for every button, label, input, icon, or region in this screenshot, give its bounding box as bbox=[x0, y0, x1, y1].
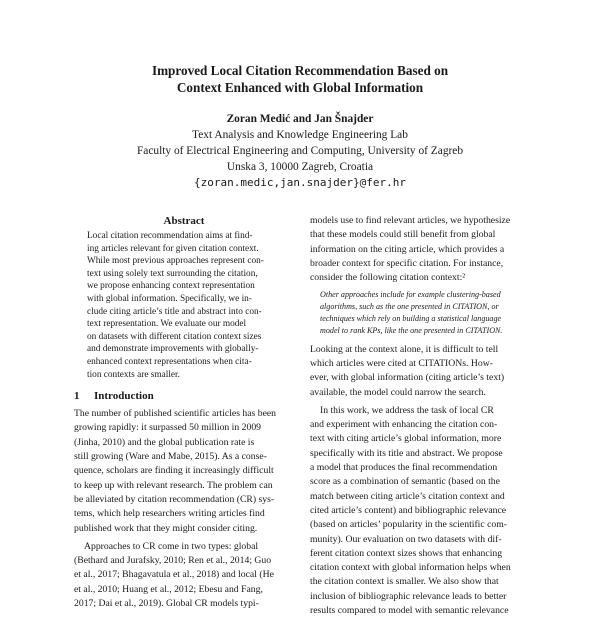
right-paragraph-3 bbox=[310, 404, 534, 618]
body-line: quence, scholars are finding it increasingly difficult bbox=[74, 465, 274, 477]
body-line: ever, with global information (citing article’s text) bbox=[310, 372, 505, 384]
quote-line: techniques which rely on building a statistical language bbox=[320, 314, 502, 324]
body-line: models use to find relevant articles, we hypothesize bbox=[310, 215, 511, 226]
body-line: available, the model could narrow the search. bbox=[310, 386, 486, 398]
body-line: Approaches to CR come in two types: global bbox=[84, 540, 259, 552]
body-line: et al., 2010; Huang et al., 2012; Ebesu and Fang, bbox=[74, 583, 263, 595]
citation-context-quote bbox=[310, 289, 534, 336]
body-line: broader context for specific citation. For instance, bbox=[310, 257, 504, 269]
body-line: tems, which help researchers writing articles find bbox=[74, 508, 265, 520]
abstract-line: text representation. We evaluate our model bbox=[87, 319, 247, 330]
author-names: Zoran Medić and Jan Šnajder bbox=[226, 113, 374, 125]
body-line: Looking at the context alone, it is difficult to tell bbox=[310, 343, 499, 355]
affiliation-line: Text Analysis and Knowledge Engineering Lab bbox=[192, 129, 408, 141]
paper-title bbox=[0, 62, 600, 96]
body-line: results compared to model with semantic relevance bbox=[310, 605, 509, 617]
body-line: consider the following citation context:² bbox=[310, 272, 466, 284]
body-line: specifically with its title and abstract. We propose bbox=[310, 447, 503, 459]
right-column bbox=[310, 214, 534, 617]
title-line: Improved Local Citation Recommendation Based on bbox=[151, 63, 449, 78]
body-line: a model that produces the final recommendation bbox=[310, 462, 498, 474]
body-line: munity). Our evaluation on two datasets with dif- bbox=[310, 533, 502, 545]
abstract-line: tion contexts are smaller. bbox=[87, 369, 180, 380]
section-number: 1 bbox=[74, 390, 80, 403]
abstract-line: on datasets with different citation context sizes bbox=[87, 331, 262, 342]
body-line: still growing (Ware and Mabe, 2015). As a conse- bbox=[74, 451, 267, 463]
left-column bbox=[74, 214, 294, 609]
abstract-line: Local citation recommendation aims at find- bbox=[87, 231, 253, 241]
abstract-line: While most previous approaches represent con- bbox=[87, 256, 264, 267]
body-line: (Jinha, 2010) and the global publication rate is bbox=[74, 436, 255, 448]
abstract-line: text using solely text surrounding the citation, bbox=[87, 268, 258, 279]
quote-line: Other approaches include for example clustering-based bbox=[320, 290, 501, 300]
author-block bbox=[0, 111, 600, 191]
abstract-line: with global information. Specifically, we in- bbox=[87, 293, 252, 304]
right-paragraph-2 bbox=[310, 343, 534, 400]
section-heading bbox=[74, 389, 294, 403]
body-line: score as a combination of semantic (based on the bbox=[310, 476, 500, 488]
body-line: ferent citation context sizes shows that enhancing bbox=[310, 547, 503, 559]
affiliation-line: Faculty of Electrical Engineering and Computing, University of Zagreb bbox=[136, 145, 464, 157]
body-line: (Bethard and Jurafsky, 2010; Ren et al., 2014; Guo bbox=[74, 555, 272, 567]
affiliation-line: Unska 3, 10000 Zagreb, Croatia bbox=[226, 161, 374, 173]
body-line: et al., 2017; Bhagavatula et al., 2018) and local (He bbox=[74, 569, 274, 581]
author-email: {zoran.medic,jan.snajder}@fer.hr bbox=[194, 176, 406, 189]
title-line: Context Enhanced with Global Information bbox=[176, 80, 424, 95]
abstract-line: enhanced context representations when cita- bbox=[87, 356, 252, 367]
body-line: text with citing article’s global information, more bbox=[310, 433, 502, 445]
abstract-text bbox=[74, 230, 294, 381]
right-paragraph-1 bbox=[310, 214, 534, 285]
abstract-line: clude citing article’s title and abstract into con- bbox=[87, 306, 262, 317]
abstract-line: and demonstrate improvements with globally- bbox=[87, 344, 259, 355]
body-line: which articles were cited at CITATIONs. How- bbox=[310, 357, 493, 369]
intro-paragraph-1 bbox=[74, 407, 294, 536]
body-line: The number of published scientific articles has been bbox=[74, 408, 277, 420]
body-line: In this work, we address the task of local CR bbox=[320, 404, 494, 416]
section-title: Introduction bbox=[94, 390, 154, 403]
body-line: be alleviated by citation recommendation (CR) sys- bbox=[74, 493, 275, 505]
abstract-line: we propose enhancing context representation bbox=[87, 281, 255, 292]
quote-line: algorithms, such as the one presented in CITATION, or bbox=[320, 302, 499, 312]
body-line: growing rapidly: it surpassed 50 million in 2009 bbox=[74, 422, 262, 434]
body-line: cited article’s content) and bibliographic relevance bbox=[310, 504, 507, 516]
body-line: citation context with global information helps when bbox=[310, 562, 511, 574]
body-line: that these models could still benefit from global bbox=[310, 229, 496, 241]
body-line: inclusion of bibliographic relevance leads to better bbox=[310, 590, 507, 602]
body-line: information on the citing article, which provides a bbox=[310, 243, 505, 255]
intro-paragraph-2 bbox=[74, 540, 294, 611]
body-line: 2017; Dai et al., 2019). Global CR models typi- bbox=[74, 597, 259, 609]
body-line: (based on articles’ popularity in the scientific com- bbox=[310, 519, 507, 531]
abstract-line: ing articles relevant for given citation context. bbox=[87, 243, 259, 254]
abstract-heading: Abstract bbox=[163, 215, 205, 227]
body-line: match between citing article’s citation context and bbox=[310, 490, 505, 502]
body-line: published work that they might consider citing. bbox=[74, 522, 258, 534]
body-line: the citation context is smaller. We also show that bbox=[310, 576, 499, 588]
body-line: to keep up with relevant research. The problem can bbox=[74, 479, 273, 491]
quote-line: model to rank KPs, like the one presented in CITATION. bbox=[320, 325, 503, 335]
body-line: and experiment with enhancing the citation con- bbox=[310, 419, 498, 431]
